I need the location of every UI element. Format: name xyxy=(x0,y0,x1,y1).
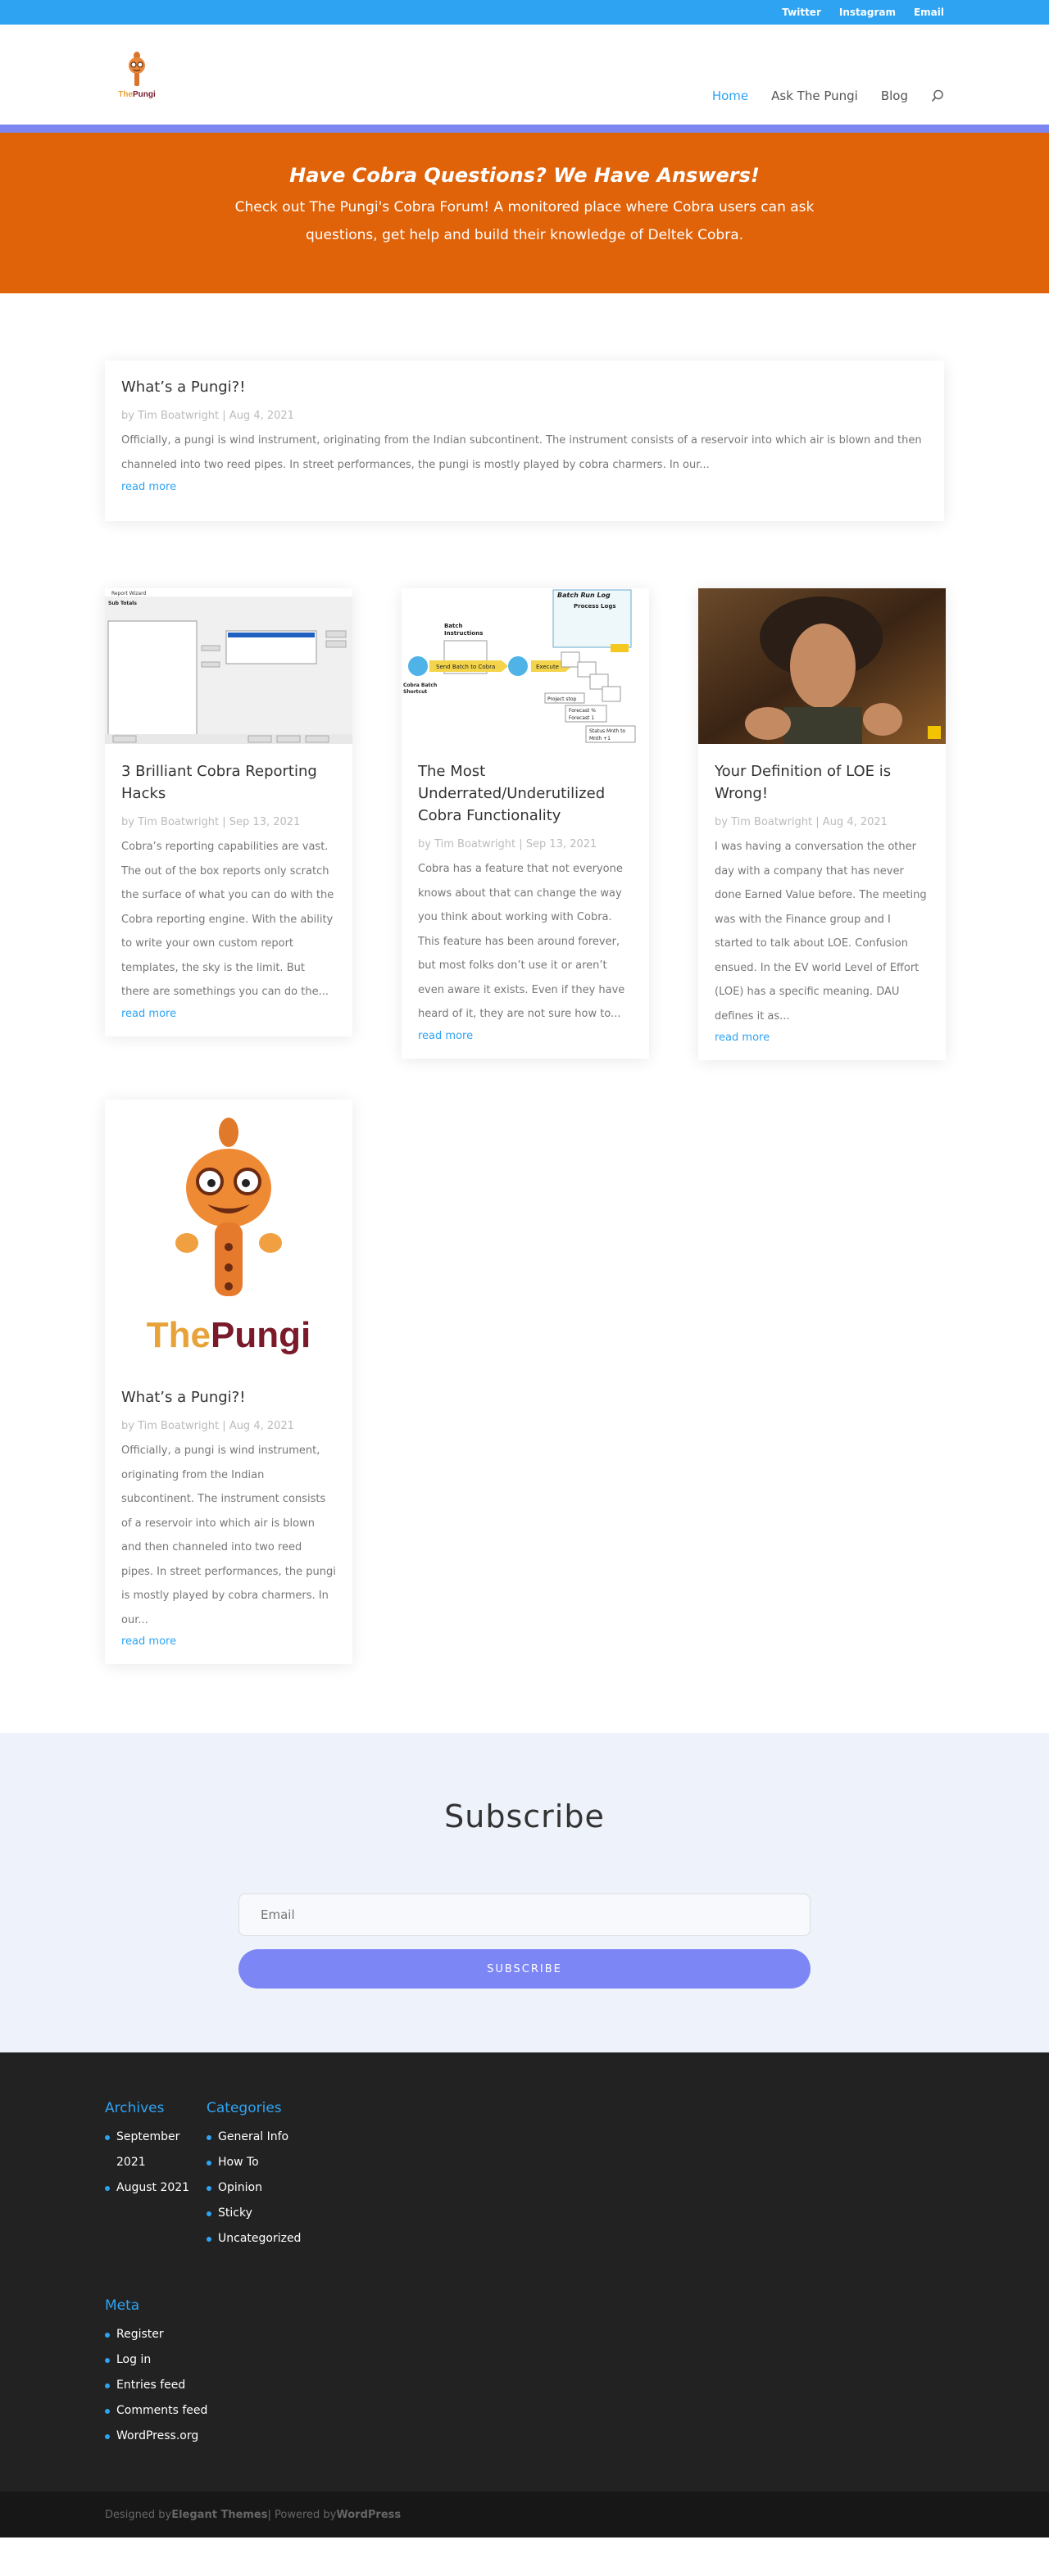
meta-link[interactable]: Log in xyxy=(105,2347,944,2373)
featured-post xyxy=(105,361,944,521)
hero-title: Have Cobra Questions? We Have Answers! xyxy=(289,164,760,187)
subscribe-title: Subscribe xyxy=(444,1798,605,1834)
hero-text: Check out The Pungi's Cobra Forum! A monitored place where Cobra users can ask questions, get help and build their knowledge of Deltek Cobra. xyxy=(234,199,815,243)
post-author[interactable]: by Tim Boatwright xyxy=(121,816,220,828)
post-title[interactable]: What’s a Pungi?! xyxy=(121,1389,246,1406)
post-card xyxy=(105,588,352,1036)
credit-separator: | Powered by xyxy=(267,2508,337,2521)
archives-widget xyxy=(105,2100,195,2252)
archives-title: Archives xyxy=(105,2100,165,2116)
site-footer xyxy=(0,2052,1049,2492)
meta-link[interactable]: WordPress.org xyxy=(105,2424,944,2449)
wizard-header: Report Wizard xyxy=(111,591,147,596)
categories-widget xyxy=(207,2100,301,2252)
logo-pungi: Pungi xyxy=(211,1315,311,1355)
category-link[interactable]: Uncategorized xyxy=(207,2226,301,2252)
twitter-link[interactable]: Twitter xyxy=(782,7,821,18)
diagram-mnth: Mnth +1 xyxy=(589,736,611,742)
meta-title: Meta xyxy=(105,2297,140,2314)
post-excerpt: I was having a conversation the other day with a company that has never done Earned Value before. The meeting was with the Finance group and I started to talk about LOE. Confusion ensued. In the EV world Level of Effort (LOE) has a specific meaning. DAU defines it as... xyxy=(715,841,927,1023)
meme-photo-thumbnail[interactable] xyxy=(698,588,946,744)
meta-link[interactable]: Comments feed xyxy=(105,2398,944,2424)
post-date: Sep 13, 2021 xyxy=(525,838,597,850)
meta-widget xyxy=(105,2297,944,2449)
diagram-project-stop: Project stop xyxy=(547,696,577,702)
card-body xyxy=(402,744,649,1059)
meta-link[interactable]: Register xyxy=(105,2322,944,2347)
diagram-shortcut: Shortcut xyxy=(403,689,428,695)
read-more-link[interactable]: read more xyxy=(121,481,177,493)
wordpress-link[interactable]: WordPress xyxy=(336,2508,402,2521)
diagram-forecast-1: Forecast 1 xyxy=(569,715,595,721)
subscribe-form xyxy=(238,1893,811,1989)
card-body xyxy=(105,744,352,1036)
post-title[interactable]: Your Definition of LOE is Wrong! xyxy=(715,763,892,802)
read-more-link[interactable]: read more xyxy=(121,1635,177,1648)
site-logo[interactable] xyxy=(116,49,157,100)
site-header xyxy=(0,25,1049,125)
read-more-link[interactable]: read more xyxy=(121,1007,177,1020)
categories-title: Categories xyxy=(207,2100,282,2116)
instagram-link[interactable]: Instagram xyxy=(838,7,896,18)
post-excerpt: Officially, a pungi is wind instrument, originating from the Indian subcontinent. The instrument consists of a reservoir into which air is blown and then channeled into two reed pipes. In street performances, the pungi is mostly played by cobra charmers. In our... xyxy=(121,1444,336,1626)
top-bar xyxy=(0,0,1049,25)
nav-ask-the-pungi[interactable]: Ask The Pungi xyxy=(771,88,858,103)
read-more-link[interactable]: read more xyxy=(418,1029,474,1042)
hero-section xyxy=(0,133,1049,293)
footer-bottom-bar xyxy=(0,2492,1049,2537)
post-meta: by Tim Boatwright | Aug 4, 2021 xyxy=(121,410,294,422)
post-author[interactable]: by Tim Boatwright xyxy=(121,1420,220,1432)
post-meta: by Tim Boatwright | Aug 4, 2021 xyxy=(715,816,888,828)
post-excerpt: Cobra’s reporting capabilities are vast. The out of the box reports only scratch the surface of what you can do with the Cobra reporting engine. With the ability to write your own custom report templates, the sky is the limit. But there are somethings you can do the... xyxy=(121,841,334,998)
post-date: Aug 4, 2021 xyxy=(822,816,888,828)
diagram-batch: Batch xyxy=(444,623,463,629)
search-icon[interactable] xyxy=(931,89,944,102)
post-meta: by Tim Boatwright | Aug 4, 2021 xyxy=(121,1420,294,1432)
post-card xyxy=(402,588,649,1059)
card-body xyxy=(698,744,946,1060)
elegant-themes-link[interactable]: Elegant Themes xyxy=(171,2508,268,2521)
blog-main xyxy=(0,293,1049,1733)
nav-home[interactable]: Home xyxy=(711,88,749,103)
category-link[interactable]: Sticky xyxy=(207,2201,301,2226)
post-meta: by Tim Boatwright | Sep 13, 2021 xyxy=(418,838,597,850)
batch-diagram-thumbnail[interactable] xyxy=(402,588,649,744)
report-wizard-thumbnail[interactable] xyxy=(105,588,352,744)
logo-the: The xyxy=(146,1315,211,1355)
read-more-link[interactable]: read more xyxy=(715,1032,770,1044)
subscribe-button[interactable]: SUBSCRIBE xyxy=(238,1949,811,1989)
category-link[interactable]: Opinion xyxy=(207,2175,301,2201)
diagram-batch-run-log: Batch Run Log xyxy=(557,592,611,599)
archive-link[interactable]: August 2021 xyxy=(105,2175,195,2201)
post-excerpt: Cobra has a feature that not everyone knows about that can change the way you think about working with Cobra. This feature has been around forever, but most folks don’t use it or aren’t even aware it exists. Even if they have heard of it, they are not sure how to... xyxy=(418,863,625,1020)
category-link[interactable]: How To xyxy=(207,2150,301,2175)
wizard-sub: Sub Totals xyxy=(108,601,137,606)
post-excerpt: Officially, a pungi is wind instrument, originating from the Indian subcontinent. The instrument consists of a reservoir into which air is blown and then channeled into two reed pipes. In street performances, the pungi is mostly played by cobra charmers. In our... xyxy=(121,434,922,471)
diagram-cobra-batch: Cobra Batch xyxy=(403,683,438,688)
post-date: Sep 13, 2021 xyxy=(229,816,301,828)
post-grid xyxy=(105,588,944,1060)
post-meta: by Tim Boatwright | Sep 13, 2021 xyxy=(121,816,301,828)
diagram-execute: Execute xyxy=(536,664,559,670)
email-link[interactable]: Email xyxy=(913,7,944,18)
post-author[interactable]: by Tim Boatwright xyxy=(418,838,516,850)
meta-link[interactable]: Entries feed xyxy=(105,2373,944,2398)
post-author[interactable]: by Tim Boatwright xyxy=(121,410,220,422)
post-title[interactable]: What’s a Pungi?! xyxy=(121,379,246,396)
svg-text:ThePungi xyxy=(147,1315,311,1355)
diagram-send-batch: Send Batch to Cobra xyxy=(436,664,496,670)
email-field[interactable] xyxy=(238,1893,811,1936)
post-author[interactable]: by Tim Boatwright xyxy=(715,816,813,828)
diagram-status: Status Mnth to xyxy=(589,728,626,734)
diagram-instructions: Instructions xyxy=(444,630,484,637)
subscribe-section xyxy=(0,1733,1049,2052)
credit-prefix: Designed by xyxy=(105,2508,172,2521)
footer-widgets xyxy=(105,2100,944,2252)
post-grid-row-2 xyxy=(105,1100,944,1664)
nav-blog[interactable]: Blog xyxy=(880,88,908,103)
main-nav xyxy=(712,88,944,103)
diagram-forecast-pct: Forecast % xyxy=(569,708,596,714)
card-body xyxy=(105,1370,352,1664)
accent-band xyxy=(0,125,1049,133)
post-title[interactable]: The Most Underrated/Underutilized Cobra Functionality xyxy=(418,763,606,824)
post-card xyxy=(698,588,946,1060)
category-link[interactable]: General Info xyxy=(207,2125,301,2150)
post-date: Aug 4, 2021 xyxy=(229,410,294,422)
archive-link[interactable]: September 2021 xyxy=(105,2125,195,2175)
post-date: Aug 4, 2021 xyxy=(229,1420,294,1432)
svg-text:ThePungi: ThePungi xyxy=(118,90,156,99)
pungi-logo-thumbnail[interactable] xyxy=(105,1100,352,1370)
post-card xyxy=(105,1100,352,1664)
diagram-process-logs: Process Logs xyxy=(574,603,616,610)
post-title[interactable]: 3 Brilliant Cobra Reporting Hacks xyxy=(121,763,317,802)
